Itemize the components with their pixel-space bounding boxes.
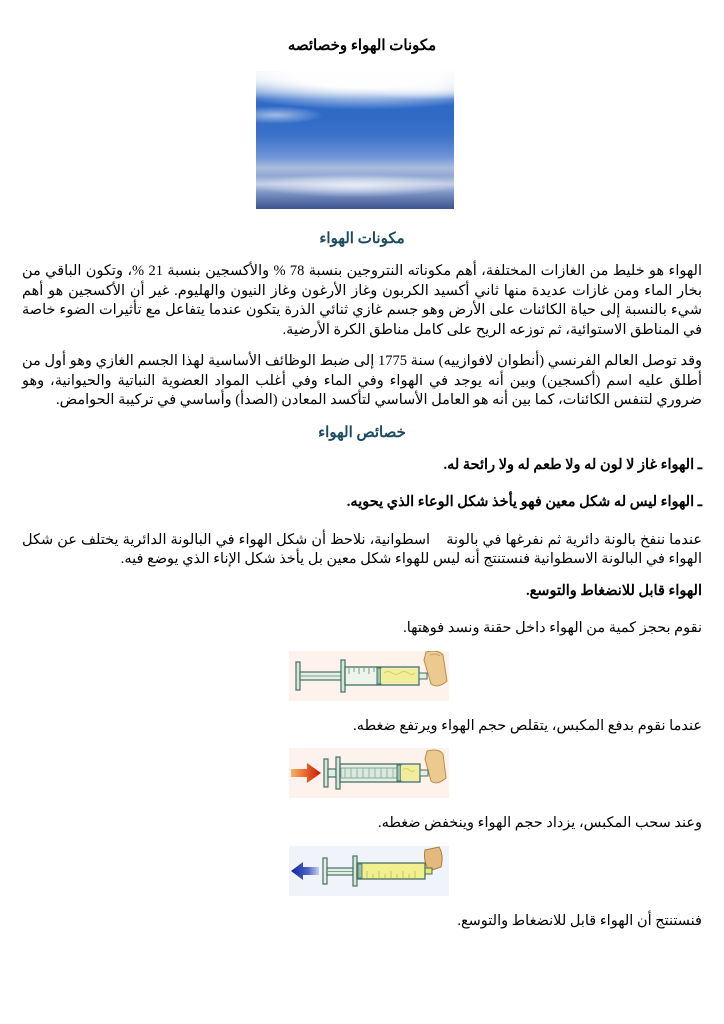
experiment-conclusion: فنستنتج أن الهواء قابل للانضغاط والتوسع. xyxy=(457,912,702,929)
property-bullet-no-shape: ـ الهواء ليس له شكل معين فهو يأخذ شكل الوعاء الذي يحويه. xyxy=(346,494,702,510)
compressibility-heading: الهواء قابل للانضغاط والتوسع. xyxy=(525,582,702,599)
experiment-step-pull: وعند سحب المكبس، يزداد حجم الهواء وينخفض ضغطه. xyxy=(377,815,702,831)
finger-icon xyxy=(425,847,443,871)
syringe-sealed-figure xyxy=(289,651,449,703)
syringe-push-figure xyxy=(289,748,449,800)
property-bullet-colorless: ـ الهواء غاز لا لون له ولا طعم له ولا رائحة له. xyxy=(443,456,702,473)
syringe-sealed-illustration xyxy=(289,651,449,703)
syringe-push-illustration xyxy=(289,748,449,800)
experiment-step-seal: نقوم بحجز كمية من الهواء داخل حقنة ونسد فوهتها. xyxy=(403,620,702,636)
syringe-pull-illustration xyxy=(289,846,449,898)
document-title: مكونات الهواء وخصائصه xyxy=(287,38,437,54)
syringe-pull-figure xyxy=(289,846,449,898)
sky-sea-photo xyxy=(256,71,454,209)
paragraph-lavoisier: وقد توصل العالم الفرنسي (أنطوان لافوازييه) سنة 1775 إلى ضبط الوظائف الأساسية لهذا الجسم الغازي وهو أول من أطلق عليه اسم (أكسجين) وبين أنه يوجد في الهواء وفي الماء وفي أغلب المواد العضوية النباتية والحيوانية، وهو ضروري لتنفس الكائنات، كما بين أنه هو العامل الأساسي لتأكسد المعادن (الصدأ) وأساسي في تركيبة الحوامض. xyxy=(22,353,702,408)
properties-heading: خصائص الهواء xyxy=(318,424,406,441)
experiment-step-push: عندما نقوم بدفع المكبس، يتقلص حجم الهواء ويرتفع ضغطه. xyxy=(353,717,702,734)
paragraph-air-composition: الهواء هو خليط من الغازات المختلفة، أهم مكوناته النتروجين بنسبة 78 % والأكسجين بنسبة 21 %، وتكون الباقي من بخار الماء ومن غازات عديدة منها ثاني أكسيد الكربون وغاز الأرغون وغاز النيون والهليوم. غير أن الأكسجين هو أهم شيء بالنسبة إلى حياة الكائنات على الأرض وهو جسم غازي ثنائي الذرة يتكون عندما يتفاعل مع تأثيرات الضوء خاصة في المناطق الاستوائية، ثم توزعه الريح على كامل مناطق الكرة الأرضية. xyxy=(22,263,702,338)
components-heading: مكونات الهواء xyxy=(319,231,405,247)
paragraph-balloon-experiment: عندما ننفخ بالونة دائرية ثم نفرغها في بالونة اسطوانية، نلاحظ أن شكل الهواء في البالونة الدائرية يختلف عن شكل الهواء في البالونة الاسطوانية فنستنتج أنه ليس للهواء شكل معين بل يأخذ شكل الإناء الذي يوضع فيه. xyxy=(22,531,702,567)
